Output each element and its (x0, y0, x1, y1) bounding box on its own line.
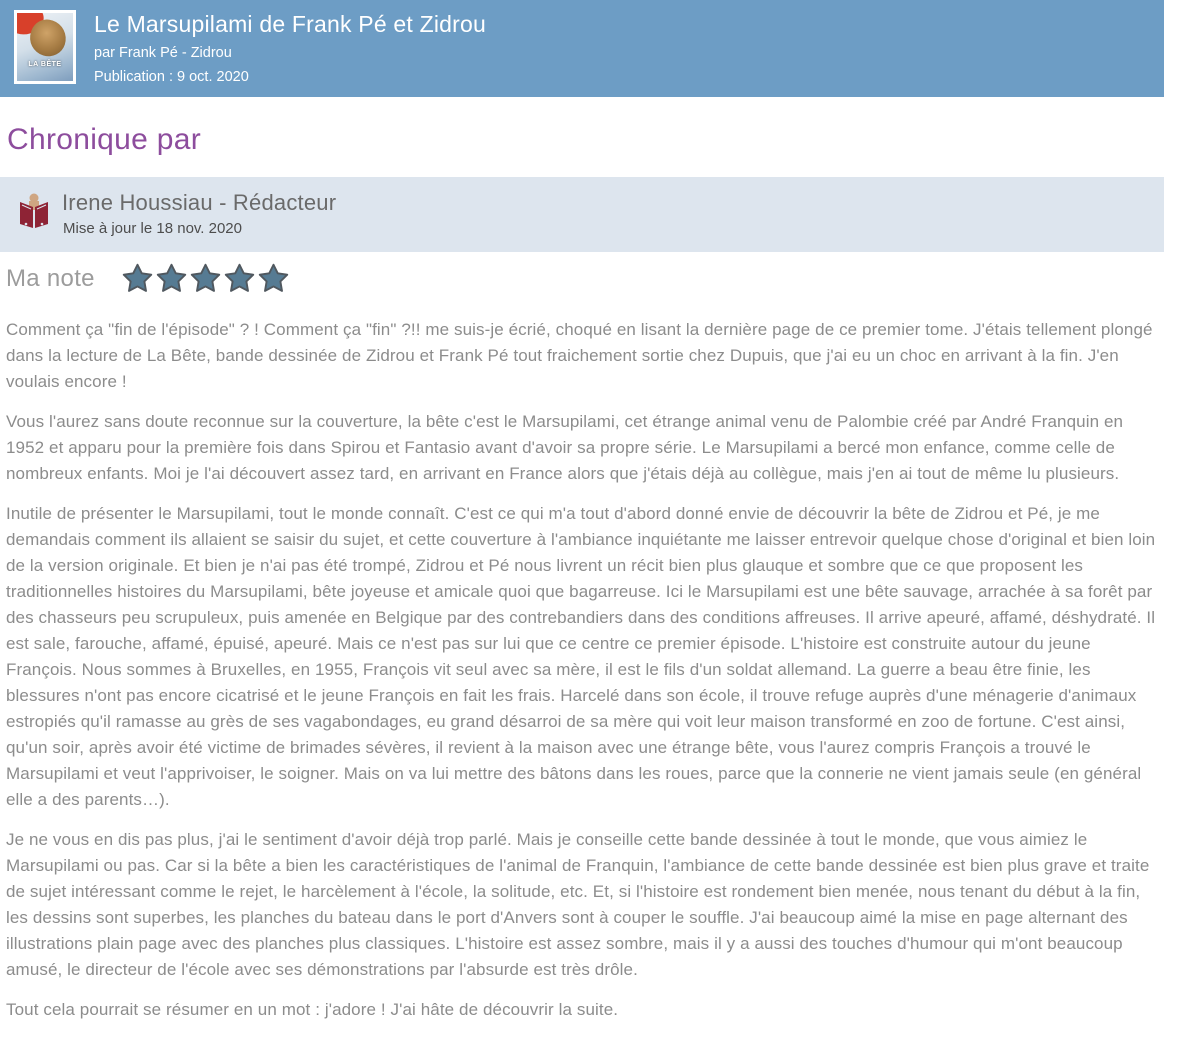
review-paragraph: Comment ça "fin de l'épisode" ? ! Comment ça "fin" ?!! me suis-je écrié, choqué en lisant la dernière page de ce premier tome. J'étais tellement plongé dans la lecture de La Bête, bande dessinée de Zidrou et Frank Pé tout fraichement sortie chez Dupuis, que j'ai eu un choc en arrivant à la fin. J'en voulais encore ! (6, 320, 1153, 391)
rating-label: Ma note (6, 264, 95, 292)
star-icon (189, 262, 222, 295)
reviewer-box (0, 177, 1164, 252)
reviewer-name: Irene Houssiau - Rédacteur (62, 190, 337, 215)
cover-caption: LA BÊTE (28, 61, 62, 68)
book-cover-thumbnail[interactable] (14, 10, 76, 84)
book-header-text (94, 10, 486, 85)
review-paragraph: Tout cela pourrait se résumer en un mot : j'adore ! J'ai hâte de découvrir la suite. (6, 1000, 619, 1019)
star-icon (257, 262, 290, 295)
page-title: Chronique par (7, 123, 202, 156)
star-icon (223, 262, 256, 295)
publication-date: Publication : 9 oct. 2020 (94, 69, 249, 85)
book-header (0, 0, 1164, 97)
review-paragraph: Je ne vous en dis pas plus, j'ai le sentiment d'avoir déjà trop parlé. Mais je conseille cette bande dessinée à tout le monde, que vous aimiez le Marsupilami ou pas. Car si la bête a bien les caractéristiques de l'animal de Franquin, l'ambiance de cette bande dessinée est bien plus grave et traite de sujet intéressant comme le rejet, le harcèlement à l'école, la solitude, etc. Et, si l'histoire est rondement bien menée, nous tenant du début à la fin, les dessins sont superbes, les planches du bateau dans le port d'Anvers sont à couper le souffle. J'ai beaucoup aimé la mise en page alternant des illustrations plain page avec des planches plus classiques. L'histoire est assez sombre, mais il y a aussi des touches d'humour qui m'ont beaucoup amusé, le directeur de l'école avec ses démonstrations par l'absurde est très drôle. (6, 830, 1150, 979)
rating (6, 262, 290, 295)
star-icon (155, 262, 188, 295)
review-paragraph: Inutile de présenter le Marsupilami, tout le monde connaît. C'est ce qui m'a tout d'abord donné envie de découvrir la bête de Zidrou et Pé, je me demandais comment ils allaient se saisir du sujet, et cette couverture à l'ambiance inquiétante me laisser entrevoir quelque chose d'original et bien loin de la version originale. Et bien je n'ai pas été trompé, Zidrou et Pé nous livrent un récit bien plus glauque et sombre que ce que proposent les traditionnelles histoires du Marsupilami, bête joyeuse et amicale quoi que bagarreuse. Ici le Marsupilami est une bête sauvage, arrachée à sa forêt par des chasseurs peu scrupuleux, puis amenée en Belgique par des contrebandiers dans des conditions affreuses. Il arrive apeuré, affamé, déshydraté. Il est sale, farouche, affamé, épuisé, apeuré. Mais ce n'est pas sur lui que ce centre ce premier épisode. L'histoire est construite autour du jeune François. Nous sommes à Bruxelles, en 1955, François vit seul avec sa mère, il est le fils d'un soldat allemand. La guerre a beau être finie, les blessures n'ont pas encore cicatrisé et le jeune François en fait les frais. Harcelé dans son école, il trouve refuge auprès d'une ménagerie d'animaux estropiés qu'il ramasse au grès de ses vagabondages, eu grand désarroi de sa mère qui voit leur maison transformé en zoo de fortune. C'est ainsi, qu'un soir, après avoir été victime de brimades sévères, il revient à la maison avec une étrange bête, vous l'aurez compris François a trouvé le Marsupilami et veut l'apprivoiser, le soigner. Mais on va lui mettre des bâtons dans les roues, parce que la connerie ne vient jamais seule (en général elle a des parents…). (6, 504, 1156, 809)
reviewer-avatar-icon (18, 191, 50, 233)
review-body (6, 317, 1161, 1037)
review-paragraph: Vous l'aurez sans doute reconnue sur la couverture, la bête c'est le Marsupilami, cet étrange animal venu de Palombie créé par André Franquin en 1952 et apparu pour la première fois dans Spirou et Fantasio avant d'avoir sa propre série. Le Marsupilami a bercé mon enfance, comme celle de nombreux enfants. Moi je l'ai découvert assez tard, en arrivant en France alors que j'étais déjà au collègue, mais j'en ai tout de même lu plusieurs. (6, 412, 1124, 483)
star-icon (121, 262, 154, 295)
star-rating (121, 262, 290, 295)
review-updated-date: Mise à jour le 18 nov. 2020 (63, 220, 242, 237)
book-title: Le Marsupilami de Frank Pé et Zidrou (94, 11, 486, 37)
book-byline: par Frank Pé - Zidrou (94, 45, 232, 61)
book-cover-art (17, 13, 73, 81)
